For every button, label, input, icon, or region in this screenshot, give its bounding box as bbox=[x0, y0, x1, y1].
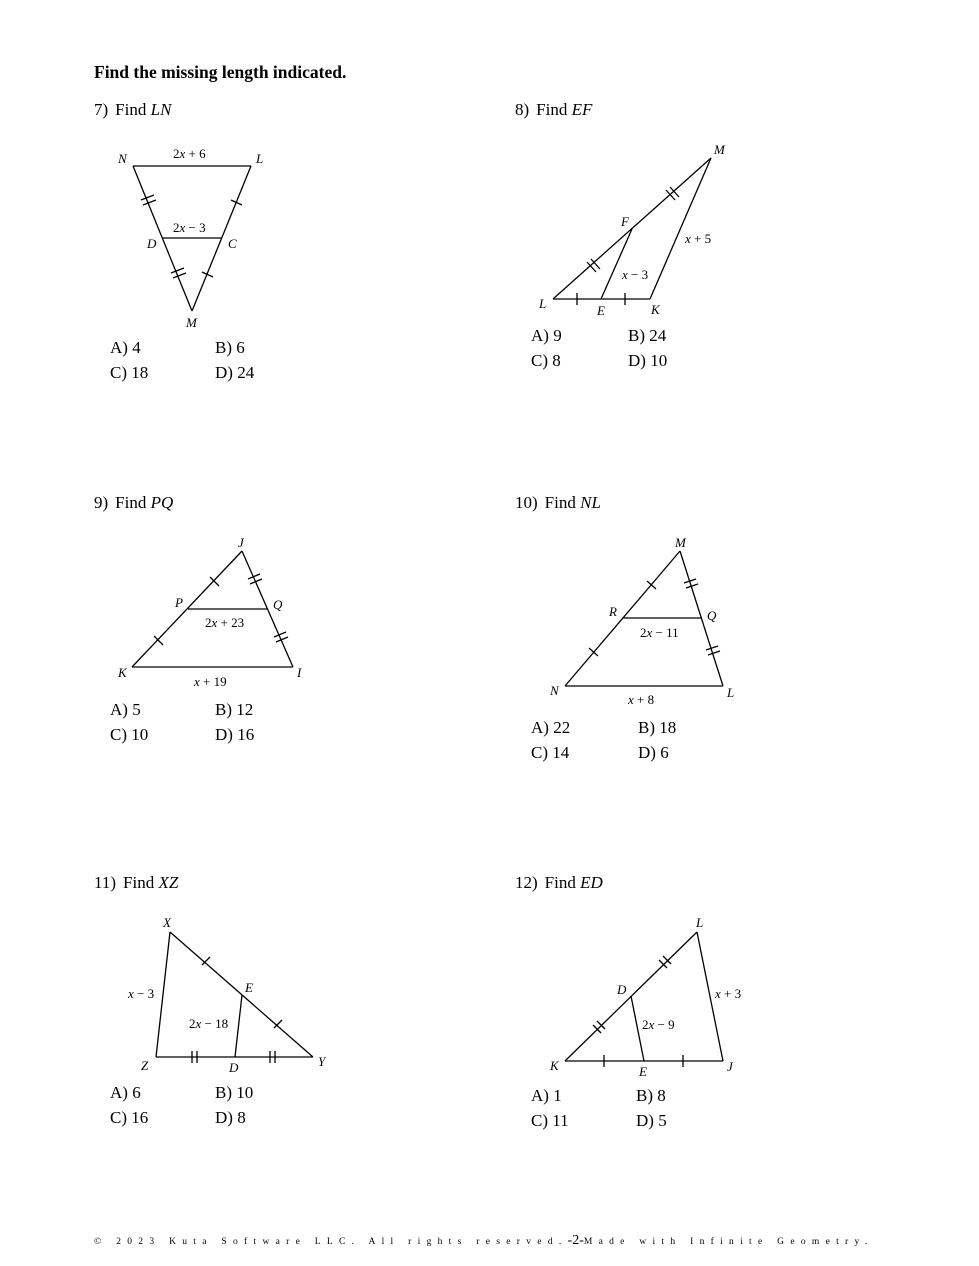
choice-c[interactable]: C) 11 bbox=[531, 1111, 569, 1130]
point-label-L: L bbox=[256, 151, 264, 166]
prompt-text: Find bbox=[536, 100, 568, 119]
expression-mid: 2x − 11 bbox=[640, 625, 679, 640]
prompt-text: Find bbox=[544, 873, 576, 892]
choice-a[interactable]: A) 6 bbox=[110, 1083, 141, 1102]
target-segment: LN bbox=[150, 100, 172, 119]
choice-d[interactable]: D) 5 bbox=[636, 1111, 667, 1130]
point-label-Q: Q bbox=[273, 597, 283, 612]
choice-d[interactable]: D) 6 bbox=[638, 743, 669, 762]
tick-mark bbox=[659, 960, 667, 968]
point-label-E: E bbox=[639, 1064, 647, 1079]
choice-c[interactable]: C) 18 bbox=[110, 363, 149, 382]
point-label-D: D bbox=[147, 236, 157, 251]
made-with-text: Made with Infinite Geometry. bbox=[583, 1237, 874, 1247]
copyright-text: © 2023 Kuta Software LLC. All rights reserved. bbox=[94, 1237, 568, 1247]
choice-a[interactable]: A) 5 bbox=[110, 700, 141, 719]
expression-mid: x − 3 bbox=[622, 267, 649, 282]
point-label-E: E bbox=[597, 303, 605, 318]
point-label-M: M bbox=[675, 535, 686, 550]
choice-c[interactable]: C) 16 bbox=[110, 1108, 149, 1127]
choice-a[interactable]: A) 4 bbox=[110, 338, 141, 357]
problem-number: 7) bbox=[94, 100, 109, 119]
problem-number: 8) bbox=[515, 100, 530, 119]
choice-d[interactable]: D) 24 bbox=[215, 363, 255, 382]
footer bbox=[94, 1233, 874, 1249]
point-label-D: D bbox=[229, 1060, 239, 1075]
problem-number: 10) bbox=[515, 493, 538, 512]
page-number: -2- bbox=[567, 1233, 584, 1248]
expression-base: x + 8 bbox=[628, 692, 655, 707]
expression-mid: 2x − 3 bbox=[173, 220, 206, 235]
target-segment: PQ bbox=[150, 493, 174, 512]
point-label-E: E bbox=[245, 980, 253, 995]
choice-b[interactable]: B) 12 bbox=[215, 700, 254, 719]
instructions-heading: Find the missing length indicated. bbox=[94, 62, 347, 82]
point-label-X: X bbox=[163, 915, 171, 930]
choice-a[interactable]: A) 22 bbox=[531, 718, 571, 737]
point-label-N: N bbox=[118, 151, 127, 166]
prompt-text: Find bbox=[115, 100, 147, 119]
point-label-K: K bbox=[550, 1058, 559, 1073]
point-label-L: L bbox=[539, 296, 547, 311]
point-label-J: J bbox=[727, 1059, 733, 1074]
point-label-Y: Y bbox=[318, 1054, 326, 1069]
point-label-P: P bbox=[175, 595, 183, 610]
point-label-K: K bbox=[118, 665, 127, 680]
point-label-Q: Q bbox=[707, 608, 717, 623]
point-label-N: N bbox=[550, 683, 559, 698]
expression-mid: 2x + 23 bbox=[205, 615, 245, 630]
point-label-J: J bbox=[238, 535, 244, 550]
choice-b[interactable]: B) 24 bbox=[628, 326, 667, 345]
point-label-Z: Z bbox=[141, 1058, 149, 1073]
expression-side: x + 5 bbox=[685, 231, 712, 246]
target-segment: XZ bbox=[158, 873, 179, 892]
choice-c[interactable]: C) 14 bbox=[531, 743, 570, 762]
prompt-text: Find bbox=[115, 493, 147, 512]
choice-b[interactable]: B) 10 bbox=[215, 1083, 254, 1102]
choice-d[interactable]: D) 10 bbox=[628, 351, 668, 370]
choice-d[interactable]: D) 16 bbox=[215, 725, 255, 744]
problem-number: 11) bbox=[94, 873, 117, 892]
choice-b[interactable]: B) 8 bbox=[636, 1086, 666, 1105]
prompt-text: Find bbox=[123, 873, 155, 892]
target-segment: ED bbox=[580, 873, 603, 892]
expression-mid: 2x − 18 bbox=[189, 1016, 229, 1031]
point-label-C: C bbox=[228, 236, 237, 251]
point-label-M: M bbox=[714, 142, 725, 157]
choice-a[interactable]: A) 1 bbox=[531, 1086, 562, 1105]
target-segment: EF bbox=[571, 100, 593, 119]
expression-side: x − 3 bbox=[128, 986, 155, 1001]
tick-mark bbox=[663, 956, 671, 964]
point-label-F: F bbox=[621, 214, 629, 229]
problem-number: 9) bbox=[94, 493, 109, 512]
point-label-M: M bbox=[186, 315, 197, 330]
choice-b[interactable]: B) 6 bbox=[215, 338, 245, 357]
expression-mid: 2x − 9 bbox=[642, 1017, 675, 1032]
expression-side: x + 3 bbox=[715, 986, 742, 1001]
problem-number: 12) bbox=[515, 873, 538, 892]
expression-top: 2x + 6 bbox=[173, 146, 206, 161]
choice-b[interactable]: B) 18 bbox=[638, 718, 677, 737]
point-label-R: R bbox=[609, 604, 617, 619]
point-label-D: D bbox=[617, 982, 627, 997]
target-segment: NL bbox=[580, 493, 601, 512]
choice-d[interactable]: D) 8 bbox=[215, 1108, 246, 1127]
point-label-L: L bbox=[727, 685, 735, 700]
choice-c[interactable]: C) 10 bbox=[110, 725, 149, 744]
prompt-text: Find bbox=[544, 493, 576, 512]
choice-c[interactable]: C) 8 bbox=[531, 351, 561, 370]
point-label-I: I bbox=[297, 665, 302, 680]
point-label-K: K bbox=[651, 302, 660, 317]
expression-base: x + 19 bbox=[194, 674, 227, 689]
point-label-L: L bbox=[696, 915, 704, 930]
choice-a[interactable]: A) 9 bbox=[531, 326, 562, 345]
